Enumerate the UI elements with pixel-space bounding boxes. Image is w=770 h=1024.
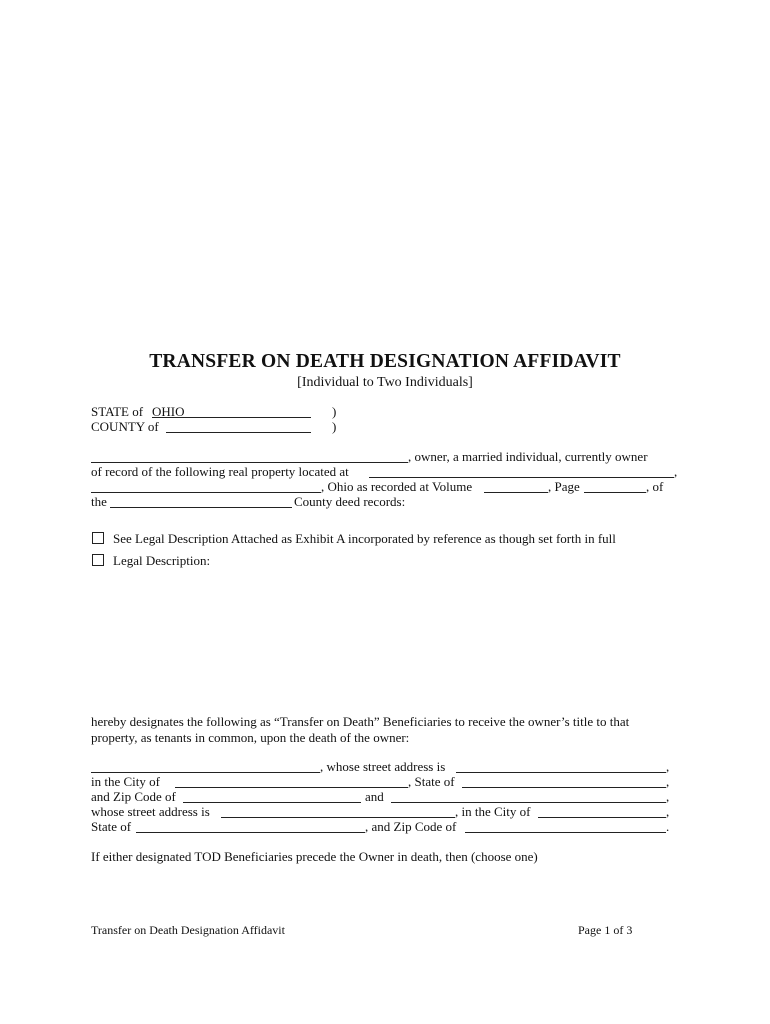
choose-one-text: If either designated TOD Beneficiaries precede the Owner in death, then (choose one): [91, 849, 538, 864]
beneficiary-2-city-comma: ,: [666, 804, 670, 819]
beneficiary-1-zip-label: and Zip Code of: [91, 789, 176, 804]
footer-page-number: Page 1 of 3: [578, 923, 633, 937]
beneficiary-1-city-field[interactable]: [175, 787, 408, 788]
record-text: of record of the following real property located at: [91, 464, 349, 479]
page-text: , Page: [548, 479, 580, 494]
beneficiary-1-state-field[interactable]: [462, 787, 666, 788]
county-label: COUNTY of: [91, 419, 159, 434]
legal-description-checkbox[interactable]: [92, 554, 104, 566]
beneficiary-1-state-label: , State of: [408, 774, 455, 789]
beneficiary-1-city-label: in the City of: [91, 774, 160, 789]
county-city-field[interactable]: [91, 492, 321, 493]
footer-document-name: Transfer on Death Designation Affidavit: [91, 923, 285, 937]
county-deed-text: County deed records:: [294, 494, 406, 509]
beneficiary-1-state-comma: ,: [666, 774, 670, 789]
owner-name-field[interactable]: [91, 462, 408, 463]
volume-field[interactable]: [484, 492, 548, 493]
beneficiary-2-city-field[interactable]: [538, 817, 666, 818]
beneficiary-2-street-label: whose street address is: [91, 804, 210, 819]
beneficiary-2-zip-label: , and Zip Code of: [365, 819, 457, 834]
beneficiary-1-zip-field[interactable]: [183, 802, 361, 803]
owner-text: , owner, a married individual, currently owner: [408, 449, 648, 464]
document-title: TRANSFER ON DEATH DESIGNATION AFFIDAVIT: [149, 351, 621, 372]
beneficiary-1-street-comma: ,: [666, 759, 670, 774]
beneficiary-1-street-text: , whose street address is: [320, 759, 446, 774]
exhibit-checkbox[interactable]: [92, 532, 104, 544]
beneficiary-2-zip-period: .: [666, 819, 670, 834]
beneficiary-1-street-field[interactable]: [456, 772, 666, 773]
and-text: and: [365, 789, 384, 804]
beneficiary-2-state-field[interactable]: [136, 832, 365, 833]
deed-county-field[interactable]: [110, 507, 292, 508]
legal-description-label: Legal Description:: [113, 553, 211, 568]
exhibit-label: See Legal Description Attached as Exhibit A incorporated by reference as though set forth in full: [113, 531, 616, 546]
designation-line-2: property, as tenants in common, upon the death of the owner:: [91, 730, 410, 745]
of-text: , of: [646, 479, 664, 494]
property-location-field[interactable]: [369, 477, 674, 478]
venue-paren-2: ): [332, 419, 337, 434]
document-subtitle: [Individual to Two Individuals]: [297, 375, 473, 390]
designation-line-1: hereby designates the following as “Transfer on Death” Beneficiaries to receive the owner’s title to that: [91, 714, 630, 729]
venue-paren-1: ): [332, 404, 337, 419]
beneficiary-2-state-label: State of: [91, 819, 132, 834]
beneficiary-2-name-field[interactable]: [391, 802, 666, 803]
ohio-recorded-text: , Ohio as recorded at Volume: [321, 479, 473, 494]
beneficiary-1-name-field[interactable]: [91, 772, 320, 773]
state-label: STATE of: [91, 404, 144, 419]
beneficiary-2-street-field[interactable]: [221, 817, 455, 818]
record-comma: ,: [674, 464, 678, 479]
the-text: the: [91, 494, 107, 509]
county-field[interactable]: [166, 432, 311, 433]
state-field[interactable]: [152, 417, 311, 418]
beneficiary-2-zip-field[interactable]: [465, 832, 666, 833]
beneficiary-2-name-comma: ,: [666, 789, 670, 804]
page-field[interactable]: [584, 492, 646, 493]
state-value: OHIO: [152, 404, 185, 419]
beneficiary-2-city-label: , in the City of: [455, 804, 531, 819]
